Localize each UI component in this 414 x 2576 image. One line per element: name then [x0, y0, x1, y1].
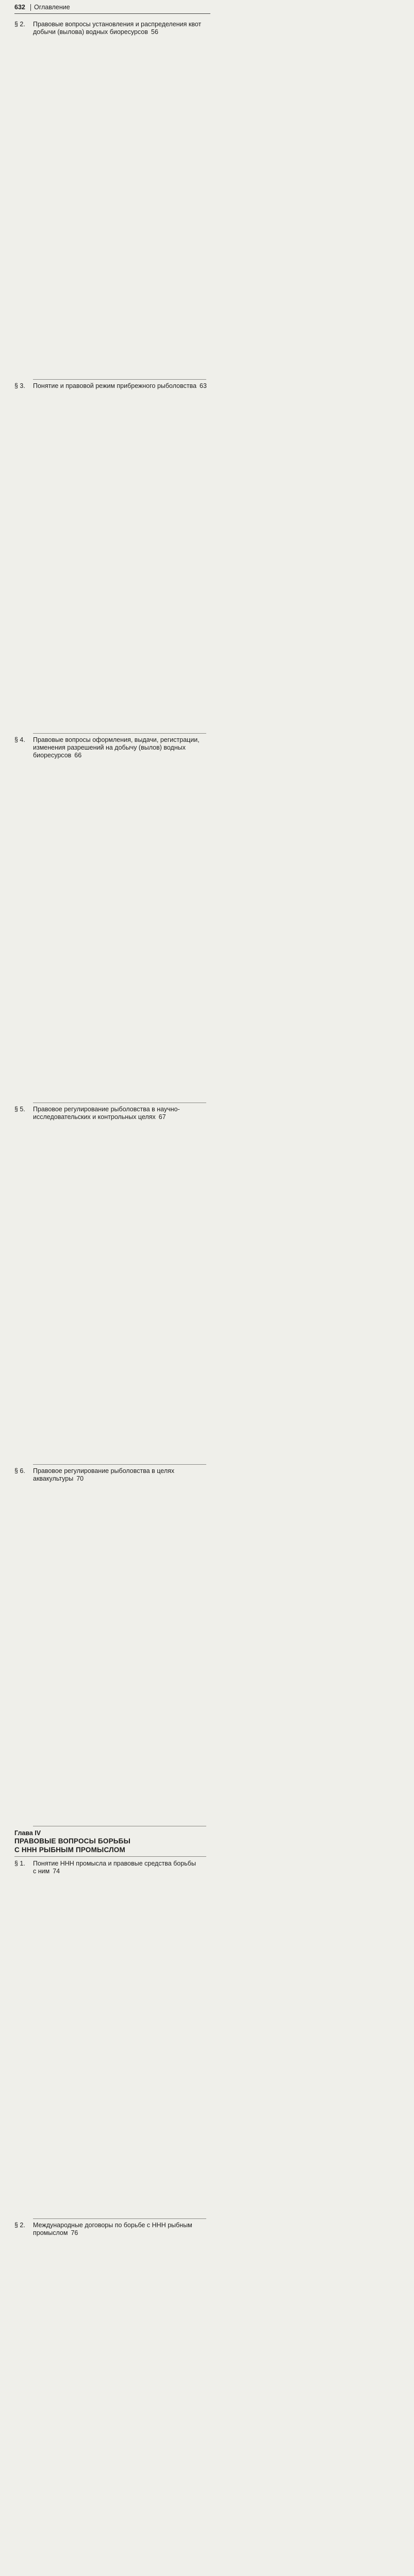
section-mark: § 5.	[14, 1106, 25, 1113]
toc-entry	[14, 1467, 206, 1823]
page-ref: 76	[71, 2229, 78, 2236]
section-mark: § 3.	[14, 382, 25, 389]
section-mark: § 2.	[14, 21, 25, 28]
section-title-line: Правовое регулирование рыболовства в научно-	[33, 1106, 180, 1113]
section-mark: § 4.	[14, 736, 25, 743]
section-title-line	[33, 1475, 291, 1823]
section-title-line	[33, 1113, 373, 1462]
section-title-text: Понятие и правовой режим прибрежного рыболовства	[33, 382, 197, 389]
section-title-line	[33, 28, 366, 377]
section-title-line: Правовые вопросы оформления, выдачи, регистрации,	[33, 736, 200, 743]
section-title-line: Международные договоры по борьбе с ННН рыбным	[33, 2222, 192, 2229]
section-title	[33, 382, 414, 731]
section-title-text: биоресурсов	[33, 752, 72, 759]
section-title-line	[33, 2229, 285, 2576]
table-of-contents	[14, 21, 206, 2576]
page-ref: 67	[158, 1113, 166, 1121]
section-title-line: изменения разрешений на добычу (вылов) водных	[33, 744, 186, 751]
section-title	[33, 1106, 373, 1462]
section-title-text: аквакультуры	[33, 1475, 74, 1482]
entry-divider	[33, 2218, 206, 2219]
section-title-line	[33, 752, 289, 1100]
section-mark: § 2.	[14, 2222, 25, 2229]
toc-entry	[14, 382, 206, 731]
toc-entry	[14, 2222, 206, 2576]
toc-entry	[14, 736, 206, 1100]
page-ref: 66	[74, 752, 82, 759]
section-title-line: Правовое регулирование рыболовства в целях	[33, 1467, 175, 1475]
section-title	[33, 2222, 285, 2576]
section-mark: § 1.	[14, 1860, 25, 1867]
section-mark: § 6.	[14, 1467, 25, 1475]
entry-divider	[33, 379, 206, 380]
page-ref: 74	[53, 1868, 60, 1875]
chapter-title: С ННН РЫБНЫМ ПРОМЫСЛОМ	[14, 1846, 125, 1854]
section-title-line: Понятие ННН промысла и правовые средства борьбы	[33, 1860, 196, 1867]
section-title	[33, 736, 289, 1100]
section-title-line	[33, 382, 414, 731]
section-title	[33, 21, 366, 377]
section-title-line	[33, 1868, 267, 2216]
section-title	[33, 1467, 291, 1823]
page-ref: 63	[200, 382, 207, 389]
chapter-rule	[14, 1856, 206, 1857]
chapter-label: Глава IV	[14, 1829, 41, 1837]
page-ref: 70	[76, 1475, 84, 1482]
page-number: 632	[14, 4, 25, 11]
running-title: Оглавление	[34, 4, 70, 11]
section-title-line: Правовые вопросы установления и распределения квот	[33, 21, 202, 28]
toc-entry	[14, 1106, 206, 1462]
toc-entry	[14, 21, 206, 377]
entry-divider	[33, 733, 206, 734]
section-title-text: исследовательских и контрольных целях	[33, 1113, 156, 1121]
entry-divider	[33, 1464, 206, 1465]
chapter-title: ПРАВОВЫЕ ВОПРОСЫ БОРЬБЫ	[14, 1837, 130, 1845]
page-ref: 56	[151, 28, 158, 36]
section-title	[33, 1860, 267, 2216]
header-rule	[14, 13, 210, 14]
section-title-text: добычи (вылова) водных биоресурсов	[33, 28, 148, 36]
section-title-text: промыслом	[33, 2229, 68, 2236]
header-separator	[30, 4, 31, 11]
toc-entry	[14, 1860, 206, 2216]
page-header	[4, 3, 210, 14]
book-page	[0, 0, 214, 2236]
section-title-text: с ним	[33, 1868, 50, 1875]
